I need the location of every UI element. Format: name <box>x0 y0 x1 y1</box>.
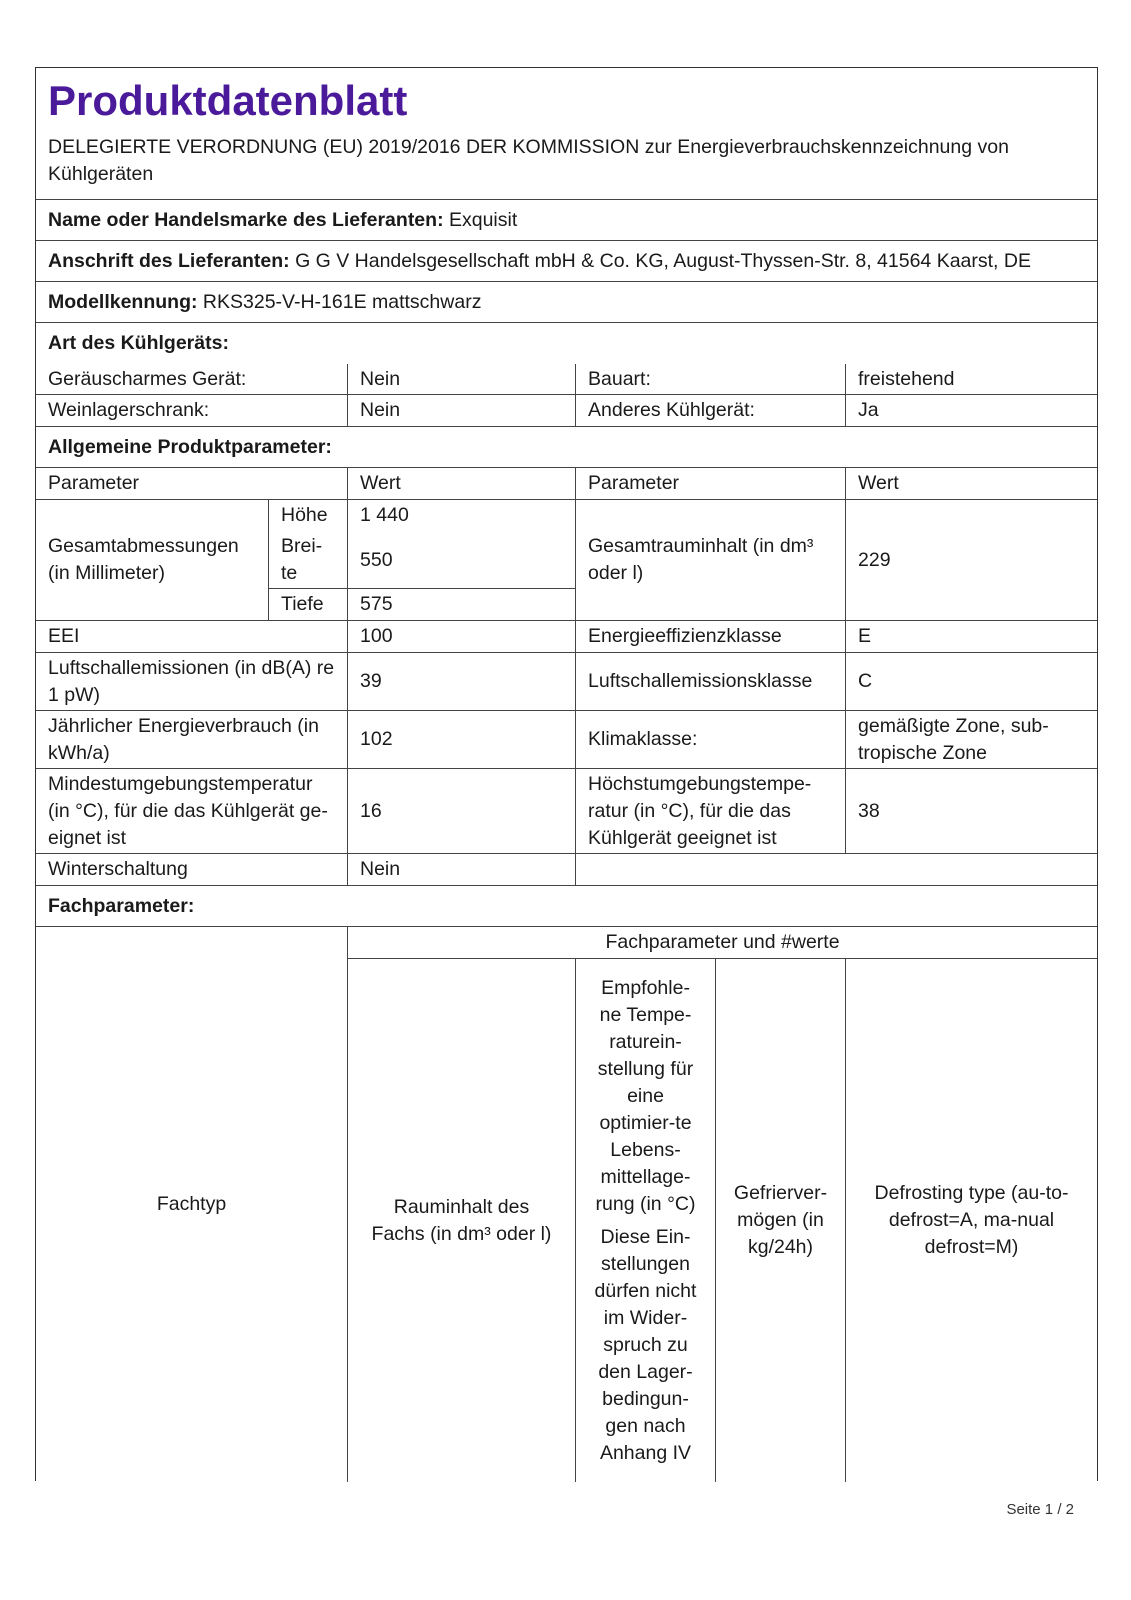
volume-value: 229 <box>858 548 891 571</box>
height-value: 1 440 <box>360 504 409 526</box>
noise-label: Luftschallemissionen (in dB(A) re 1 pW) <box>48 656 335 706</box>
min-temp-value: 16 <box>360 799 382 822</box>
noise-class-label: Luftschallemissionsklasse <box>588 670 813 692</box>
annual-energy-label: Jährlicher Energieverbrauch (in kWh/a) <box>48 714 319 764</box>
width-value: 550 <box>360 548 393 571</box>
design-value: freistehend <box>858 368 955 390</box>
temperature-note-text: Diese Ein-stellungen dürfen nicht im Wider-spruch zu den Lager-bedingun-gen nach Anhang IV <box>594 1225 697 1464</box>
noise-class-value: C <box>858 670 873 692</box>
col-value-2: Wert <box>858 472 899 494</box>
regulation-text: DELEGIERTE VERORDNUNG (EU) 2019/2016 DER KOMMISSION zur Energieverbrauchskennzeichnung von Kühlgeräten <box>48 136 1009 185</box>
other-appliance-value: Ja <box>858 399 879 421</box>
low-noise-label: Geräuscharmes Gerät: <box>48 368 247 390</box>
supplier-name-label: Name oder Handelsmarke des Lieferanten: <box>48 208 444 231</box>
col-recommended-temperature <box>576 959 715 1482</box>
col-defrosting-type: Defrosting type (au-to-defrost=A, ma-nual defrost=M) <box>874 1182 1069 1258</box>
compartment-group-header: Fachparameter und #werte <box>605 931 840 953</box>
climate-class-label: Klimaklasse: <box>588 728 698 750</box>
eei-value: 100 <box>360 625 393 647</box>
supplier-name-value: Exquisit <box>448 208 518 231</box>
wine-cabinet-value: Nein <box>360 399 401 421</box>
annual-energy-value: 102 <box>360 728 393 750</box>
supplier-address-label: Anschrift des Lieferanten: <box>48 249 290 272</box>
col-param-1: Parameter <box>48 472 140 494</box>
wine-cabinet-label: Weinlagerschrank: <box>48 399 210 421</box>
eei-label: EEI <box>48 625 80 647</box>
width-label: Brei-te <box>281 535 323 584</box>
noise-value: 39 <box>360 670 382 692</box>
design-label: Bauart: <box>588 368 651 390</box>
min-temp-label: Mindestumgebungstemperatur (in °C), für die das Kühlgerät ge-eignet ist <box>48 772 328 849</box>
col-compartment-type: Fachtyp <box>156 1193 227 1215</box>
general-params-heading: Allgemeine Produktparameter: <box>48 435 332 458</box>
page-number: Seite 1 / 2 <box>1006 1501 1074 1518</box>
depth-value: 575 <box>360 593 393 615</box>
col-freezing-capacity: Gefrierver-mögen (in kg/24h) <box>733 1182 828 1258</box>
col-compartment-volume: Rauminhalt des Fachs (in dm³ oder l) <box>371 1195 552 1245</box>
height-label: Höhe <box>281 504 328 526</box>
col-value-1: Wert <box>360 472 401 494</box>
climate-class-value: gemäßigte Zone, sub-tropische Zone <box>858 714 1049 764</box>
energy-class-label: Energieeffizienzklasse <box>588 625 782 647</box>
supplier-address-row <box>36 241 1097 281</box>
page-title: Produktdatenblatt <box>48 77 408 124</box>
supplier-address-value: G G V Handelsgesellschaft mbH & Co. KG, August-Thyssen-Str. 8, 41564 Kaarst, DE <box>295 249 1031 272</box>
supplier-name-row <box>36 200 1097 240</box>
recommended-temperature-text: Empfohle-ne Tempe-raturein-stellung für eine optimier-te Lebens-mittellage-rung (in °C) <box>595 976 696 1215</box>
max-temp-value: 38 <box>858 799 880 822</box>
energy-class-value: E <box>858 625 872 647</box>
volume-label: Gesamtrauminhalt (in dm³ oder l) <box>588 535 814 584</box>
winter-switch-label: Winterschaltung <box>48 858 188 880</box>
model-label: Modellkennung: <box>48 290 198 313</box>
winter-switch-value: Nein <box>360 858 401 880</box>
appliance-type-heading: Art des Kühlgeräts: <box>48 331 229 354</box>
model-value: RKS325-V-H-161E mattschwarz <box>202 290 482 313</box>
dimensions-label: Gesamtabmessungen (in Millimeter) <box>48 535 239 584</box>
col-param-2: Parameter <box>588 472 680 494</box>
model-row <box>36 282 1097 322</box>
max-temp-label: Höchstumgebungstempe-ratur (in °C), für die das Kühlgerät geeignet ist <box>588 772 812 849</box>
compartment-params-heading: Fachparameter: <box>48 894 195 917</box>
depth-label: Tiefe <box>281 593 324 615</box>
product-data-sheet <box>35 67 1098 1481</box>
low-noise-value: Nein <box>360 368 401 390</box>
other-appliance-label: Anderes Kühlgerät: <box>588 399 755 421</box>
